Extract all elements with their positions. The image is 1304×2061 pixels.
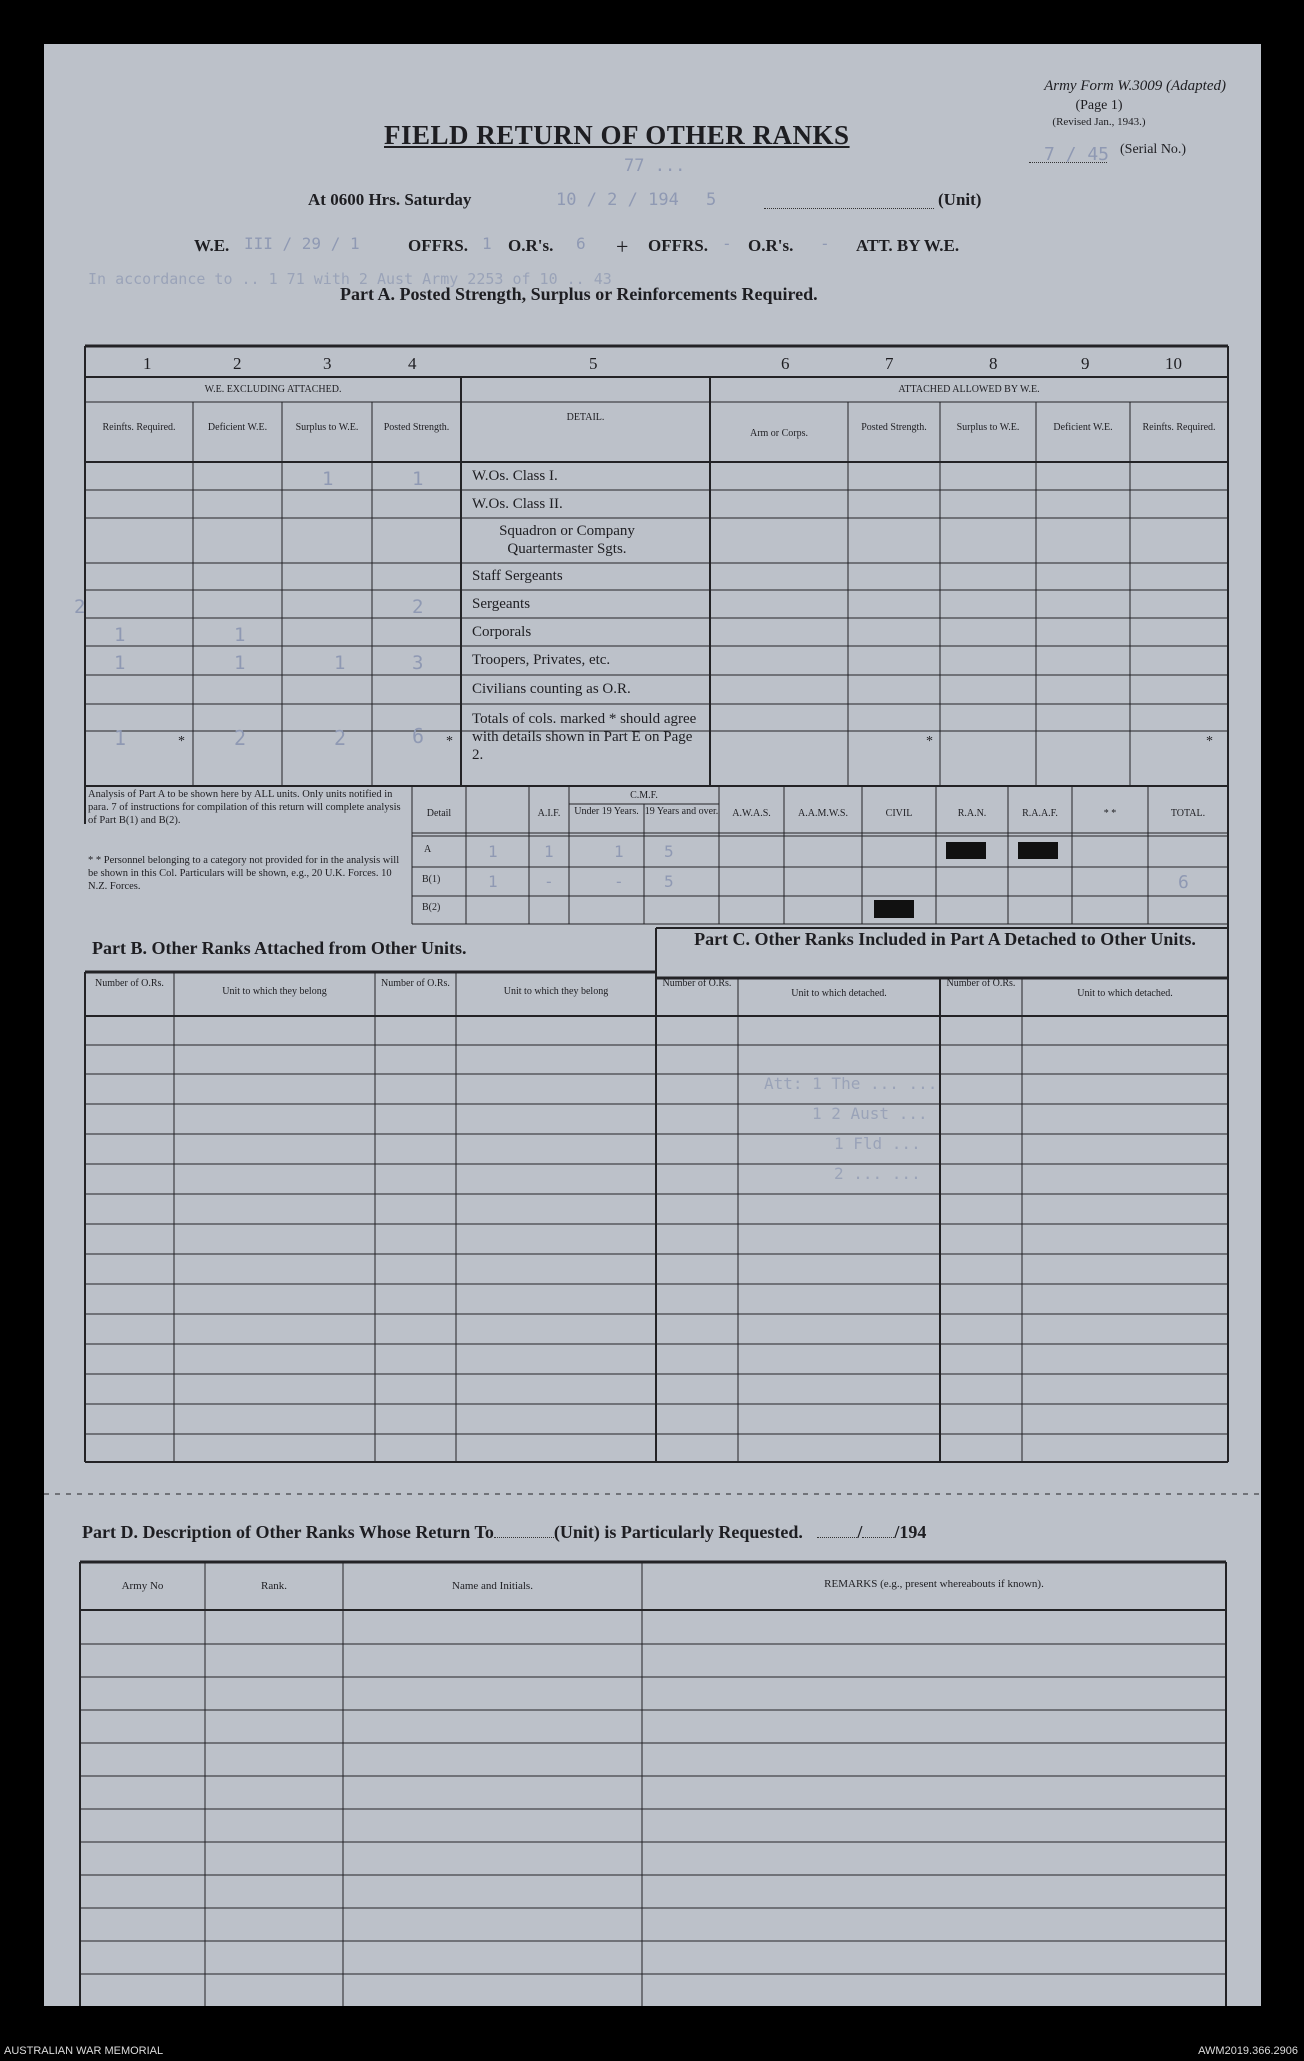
revised-date: (Revised Jan., 1943.)	[1052, 116, 1146, 128]
tpr-posted: 3	[412, 652, 424, 674]
part-c-title: Part C. Other Ranks Included in Part A Detached to Other Units.	[694, 929, 1196, 949]
form-grid-lines	[44, 44, 1261, 2006]
hdr-detail: Detail	[426, 808, 452, 819]
d-hdr-army-no: Army No	[121, 1580, 164, 1592]
detail-wo1: W.Os. Class I.	[472, 468, 558, 484]
a-col2-value: 1	[544, 842, 554, 861]
detail-staff-sgts: Staff Sergeants	[472, 568, 563, 584]
part-d-title-end: /194	[894, 1522, 927, 1542]
row-b1-label: B(1)	[422, 874, 441, 885]
ors-value: 6	[576, 234, 586, 253]
hdr-posted-right: Posted Strength.	[861, 422, 927, 433]
ors-label: O.R's.	[508, 236, 554, 255]
form-sheet	[44, 44, 1261, 2006]
offrs2-value: -	[722, 234, 732, 253]
a-under19-value: 1	[614, 842, 624, 861]
hdr-reinfts-left: Reinfts. Required.	[102, 422, 176, 433]
tpr-reinfts: 1	[114, 652, 126, 674]
b1-under19-value: -	[614, 872, 624, 891]
hdr-deficient-left: Deficient W.E.	[207, 422, 268, 433]
detail-header: DETAIL.	[566, 412, 605, 423]
d-hdr-rank: Rank.	[261, 1580, 287, 1592]
hdr-total: TOTAL.	[1170, 808, 1206, 819]
we-excluding-header: W.E. EXCLUDING ATTACHED.	[204, 384, 342, 395]
total-reinfts: 1	[114, 726, 127, 750]
hdr-civil: CIVIL	[885, 808, 913, 819]
date-value: 10 / 2 / 194	[556, 190, 679, 210]
detail-corporals: Corporals	[472, 624, 532, 640]
hdr-other: * *	[1103, 808, 1117, 819]
part-d-unit-line	[494, 1537, 554, 1538]
hdr-surplus-right: Surplus to W.E.	[956, 422, 1020, 433]
b1-col2-value: -	[544, 872, 554, 891]
star-col10: *	[1206, 734, 1213, 749]
c-typed-entry-1: Att: 1 The ... ...	[764, 1074, 938, 1093]
raaf-redaction	[1018, 842, 1058, 859]
we-label: W.E.	[194, 236, 230, 255]
col-num-3: 3	[323, 354, 332, 373]
col-num-5: 5	[589, 354, 598, 373]
c-hdr-number-2: Number of O.Rs.	[946, 978, 1016, 989]
hdr-reinfts-right: Reinfts. Required.	[1142, 422, 1216, 433]
we-value: III / 29 / 1	[244, 234, 360, 253]
part-d-date-line-1	[817, 1537, 857, 1538]
hdr-arm-corps: Arm or Corps.	[749, 428, 809, 439]
ors2-value: -	[820, 234, 830, 253]
typed-reference: In accordance to .. 1 71 with 2 Aust Army 2253 of 10 .. 43	[88, 270, 612, 288]
hdr-posted-left: Posted Strength.	[383, 422, 450, 433]
b-hdr-number-1: Number of O.Rs.	[95, 978, 164, 989]
d-hdr-remarks: REMARKS (e.g., present whereabouts if known).	[824, 1578, 1044, 1590]
part-b-title: Part B. Other Ranks Attached from Other Units.	[92, 938, 467, 958]
row-a-label: A	[424, 844, 432, 855]
personnel-note: * * Personnel belonging to a category not provided for in the analysis will be shown in this Col. Particulars will be shown, e.g., 20 U.K. Forces. 10 N.Z. Forces.	[88, 855, 400, 892]
hdr-awas: A.W.A.S.	[732, 808, 771, 819]
a-over19-value: 5	[664, 842, 674, 861]
part-d-title-mid: (Unit) is Particularly Requested.	[553, 1522, 803, 1542]
analysis-note: Analysis of Part A to be shown here by ALL units. Only units notified in para. 7 of instructions for compilation of this return will complete analysis of Part B(1) and B(2).	[88, 789, 401, 826]
d-hdr-name: Name and Initials.	[452, 1580, 533, 1592]
hdr-cmf: C.M.F.	[630, 790, 658, 801]
sgt-reinfts: 2	[74, 596, 86, 618]
sgt-posted: 2	[412, 596, 424, 618]
offrs2-label: OFFRS.	[648, 236, 708, 255]
c-typed-entry-2: 1 2 Aust ...	[812, 1104, 928, 1123]
part-a-title: Part A. Posted Strength, Surplus or Reinforcements Required.	[340, 284, 818, 304]
star-col7: *	[926, 734, 933, 749]
year-digit: 5	[706, 190, 717, 210]
total-deficient: 2	[234, 726, 247, 750]
detail-cqms: Squadron or Company Quartermaster Sgts.	[499, 523, 635, 557]
col-num-8: 8	[989, 354, 998, 373]
form-name: Army Form W.3009 (Adapted)	[1044, 78, 1226, 94]
part-d-date-line-2	[862, 1537, 894, 1538]
footer-right: AWM2019.366.2906	[1198, 2045, 1298, 2057]
at-line: At 0600 Hrs. Saturday	[308, 190, 472, 209]
hdr-raaf: R.A.A.F.	[1022, 808, 1058, 819]
col-num-9: 9	[1081, 354, 1090, 373]
hdr-surplus-left: Surplus to W.E.	[295, 422, 359, 433]
c-typed-entry-4: 2 ... ...	[834, 1164, 921, 1183]
star-col4: *	[446, 734, 453, 749]
hdr-19-over: 19 Years and over.	[644, 806, 719, 817]
wo1-surplus: 1	[322, 468, 334, 490]
b-hdr-unit-2: Unit to which they belong	[503, 986, 609, 997]
col-num-4: 4	[408, 354, 417, 373]
hdr-under-19: Under 19 Years.	[574, 806, 639, 817]
page-number: (Page 1)	[1075, 98, 1123, 113]
part-d-title: Part D. Description of Other Ranks Whose Return To (Unit) is Particularly Requested. / /194	[82, 1522, 927, 1542]
hdr-aif: A.I.F.	[537, 808, 561, 819]
detail-wo2: W.Os. Class II.	[472, 496, 563, 512]
tpr-surplus: 1	[334, 652, 346, 674]
c-hdr-unit-1: Unit to which detached.	[791, 988, 887, 999]
offrs-value: 1	[482, 234, 492, 253]
b1-total-value: 6	[1178, 872, 1189, 893]
col-num-6: 6	[781, 354, 790, 373]
c-typed-entry-3: 1 Fld ...	[834, 1134, 921, 1153]
detail-sergeants: Sergeants	[472, 596, 531, 612]
part-d-title-start: Part D. Description of Other Ranks Whose Return To	[82, 1522, 494, 1542]
detail-totals: Totals of cols. marked * should agree with details shown in Part E on Page 2.	[472, 711, 697, 763]
detail-civilians: Civilians counting as O.R.	[472, 681, 631, 697]
ran-redaction	[946, 842, 986, 859]
row-b2-label: B(2)	[422, 902, 441, 913]
col-num-10: 10	[1165, 354, 1182, 373]
col-num-1: 1	[143, 354, 152, 373]
total-posted: 6	[412, 724, 425, 748]
page-title: FIELD RETURN OF OTHER RANKS	[384, 120, 850, 150]
footer-left: AUSTRALIAN WAR MEMORIAL	[4, 2045, 164, 2057]
c-hdr-number-1: Number of O.Rs.	[662, 978, 732, 989]
hdr-aamws: A.A.M.W.S.	[798, 808, 848, 819]
serial-label: (Serial No.)	[1120, 142, 1187, 157]
column-numbers	[85, 354, 1228, 376]
ors2-label: O.R's.	[748, 236, 794, 255]
b-hdr-unit-1: Unit to which they belong	[222, 986, 327, 997]
col-num-7: 7	[885, 354, 894, 373]
col-num-2: 2	[233, 354, 242, 373]
unit-label: (Unit)	[938, 190, 982, 209]
b1-over19-value: 5	[664, 872, 674, 891]
a-aif-value: 1	[488, 842, 498, 861]
hdr-deficient-right: Deficient W.E.	[1053, 422, 1113, 433]
star-col1: *	[178, 734, 185, 749]
tpr-deficient: 1	[234, 652, 246, 674]
attached-allowed-header: ATTACHED ALLOWED BY W.E.	[898, 384, 1040, 395]
detail-troopers: Troopers, Privates, etc.	[472, 652, 611, 668]
wo1-posted: 1	[412, 468, 424, 490]
unit-value: 77 ...	[624, 156, 686, 176]
offrs-label: OFFRS.	[408, 236, 468, 255]
att-label: ATT. BY W.E.	[856, 236, 960, 255]
b-hdr-number-2: Number of O.Rs.	[381, 978, 450, 989]
b1-aif-value: 1	[488, 872, 498, 891]
hdr-ran: R.A.N.	[957, 808, 987, 819]
plus-sign: +	[616, 234, 629, 259]
cpl-deficient: 1	[234, 624, 246, 646]
cpl-reinfts: 1	[114, 624, 126, 646]
serial-value: 7 / 45	[1044, 144, 1110, 165]
total-surplus: 2	[334, 726, 347, 750]
c-hdr-unit-2: Unit to which detached.	[1077, 988, 1173, 999]
civil-redaction	[874, 900, 914, 918]
